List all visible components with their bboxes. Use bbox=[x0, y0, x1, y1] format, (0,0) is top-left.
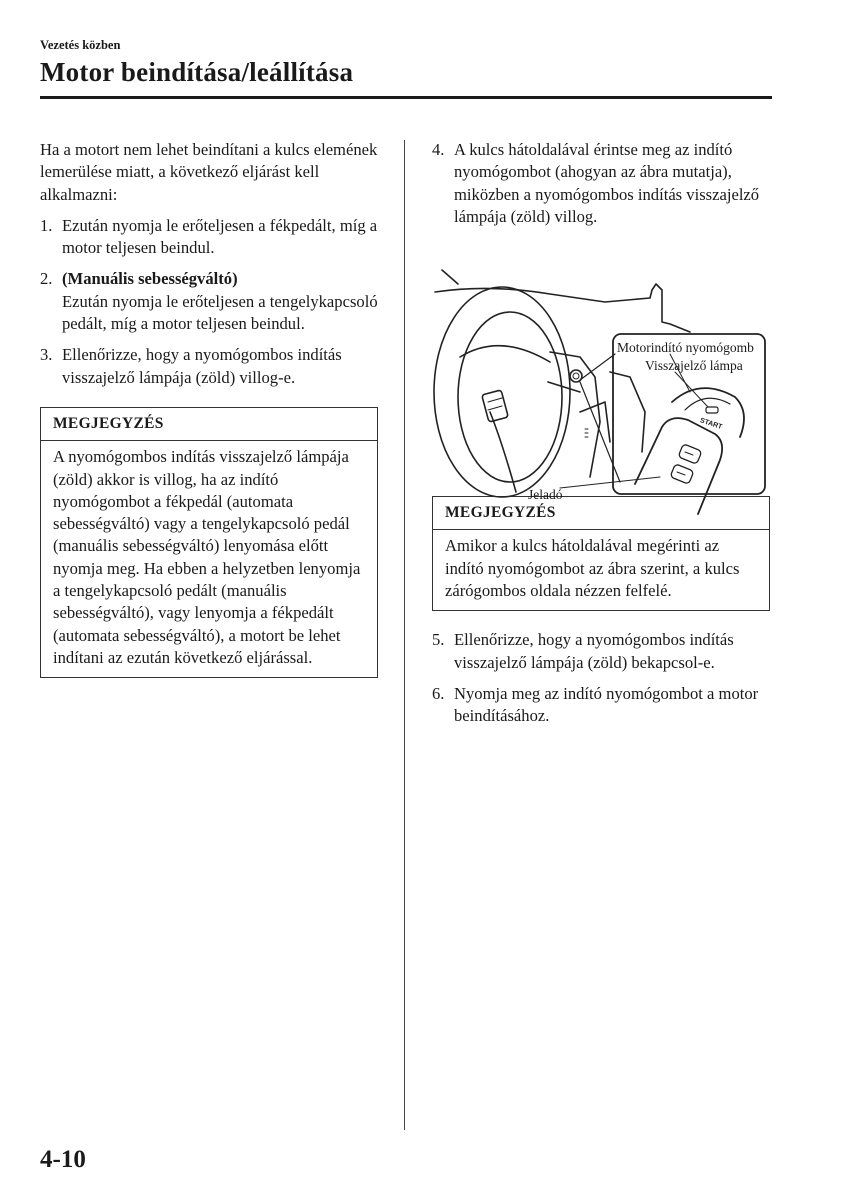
step-number: 3. bbox=[40, 345, 53, 365]
step-5 bbox=[432, 629, 777, 674]
step-6 bbox=[432, 683, 777, 728]
page-title: Motor beindítása/leállítása bbox=[40, 57, 354, 87]
step-text: A kulcs hátoldalával érintse meg az indító nyomógombot (ahogyan az ábra mutatja), miközben a nyomógombos indítás visszajelző lámpája (zöld) villog. bbox=[454, 140, 760, 226]
start-button-text: START bbox=[699, 417, 723, 431]
label-key-fob: Jeladó bbox=[528, 487, 563, 502]
step-heading: (Manuális sebességváltó) bbox=[62, 269, 238, 289]
page-number: 4-10 bbox=[40, 1146, 86, 1173]
step-text: Nyomja meg az indító nyomógombot a motor beindításához. bbox=[454, 683, 759, 726]
step-text: Ellenőrizze, hogy a nyomógombos indítás visszajelző lámpája (zöld) bekapcsol-e. bbox=[454, 630, 734, 672]
indicator-lamp-icon bbox=[706, 407, 718, 413]
step-number: 2. bbox=[40, 269, 53, 289]
label-start-button: Motorindító nyomógomb bbox=[617, 340, 754, 355]
step-2 bbox=[40, 268, 380, 335]
column-divider bbox=[404, 140, 405, 1130]
intro-paragraph: Ha a motort nem lehet beindítani a kulcs elemének lemerülése miatt, a következő eljárást kell alkalmazni: bbox=[40, 140, 378, 204]
dashboard-outline bbox=[435, 284, 690, 332]
note-heading: MEGJEGYZÉS bbox=[41, 408, 377, 441]
step-text: Ezután nyomja le erőteljesen a fékpedált, míg a motor teljesen beindul. bbox=[62, 215, 378, 258]
step-4 bbox=[432, 139, 777, 228]
step-3 bbox=[40, 344, 380, 389]
step-body bbox=[62, 268, 380, 335]
step-number: 6. bbox=[432, 683, 445, 703]
note-text: Amikor a kulcs hátoldalával megérinti az indító nyomógombot az ábra szerint, a kulcs zárógombos oldala nézzen felfelé. bbox=[445, 536, 740, 601]
start-button-illustration bbox=[430, 262, 775, 517]
note-box-left bbox=[40, 407, 378, 678]
step-number: 5. bbox=[432, 630, 445, 650]
step-1 bbox=[40, 215, 380, 260]
section-label: Vezetés közben bbox=[40, 38, 121, 52]
title-divider bbox=[40, 96, 772, 99]
step-text: Ezután nyomja le erőteljesen a tengelykapcsoló pedált, míg a motor teljesen beindul. bbox=[62, 291, 378, 334]
step-number: 4. bbox=[432, 140, 445, 159]
key-fob-icon bbox=[635, 418, 722, 514]
note-heading: MEGJEGYZÉS bbox=[433, 497, 769, 530]
note-text: A nyomógombos indítás visszajelző lámpája (zöld) akkor is villog, ha az indító nyomógombot a fékpedál (automata sebességváltó) vagy a tengelykapcsoló pedál (manuális sebességváltó) lenyomása előtt nyomja meg. Ha ebben a helyzetben lenyomja a tengelykapcsoló pedált (manuális sebességváltó), vagy lenyomja a fékpedált (automata sebességváltó), a motort be lehet indítani az ezután következő eljárással. bbox=[53, 447, 361, 667]
label-indicator-lamp: Visszajelző lámpa bbox=[645, 358, 743, 373]
step-number: 1. bbox=[40, 215, 53, 235]
left-column bbox=[40, 139, 380, 678]
step-text: Ellenőrizze, hogy a nyomógombos indítás visszajelző lámpája (zöld) villog-e. bbox=[62, 345, 342, 387]
